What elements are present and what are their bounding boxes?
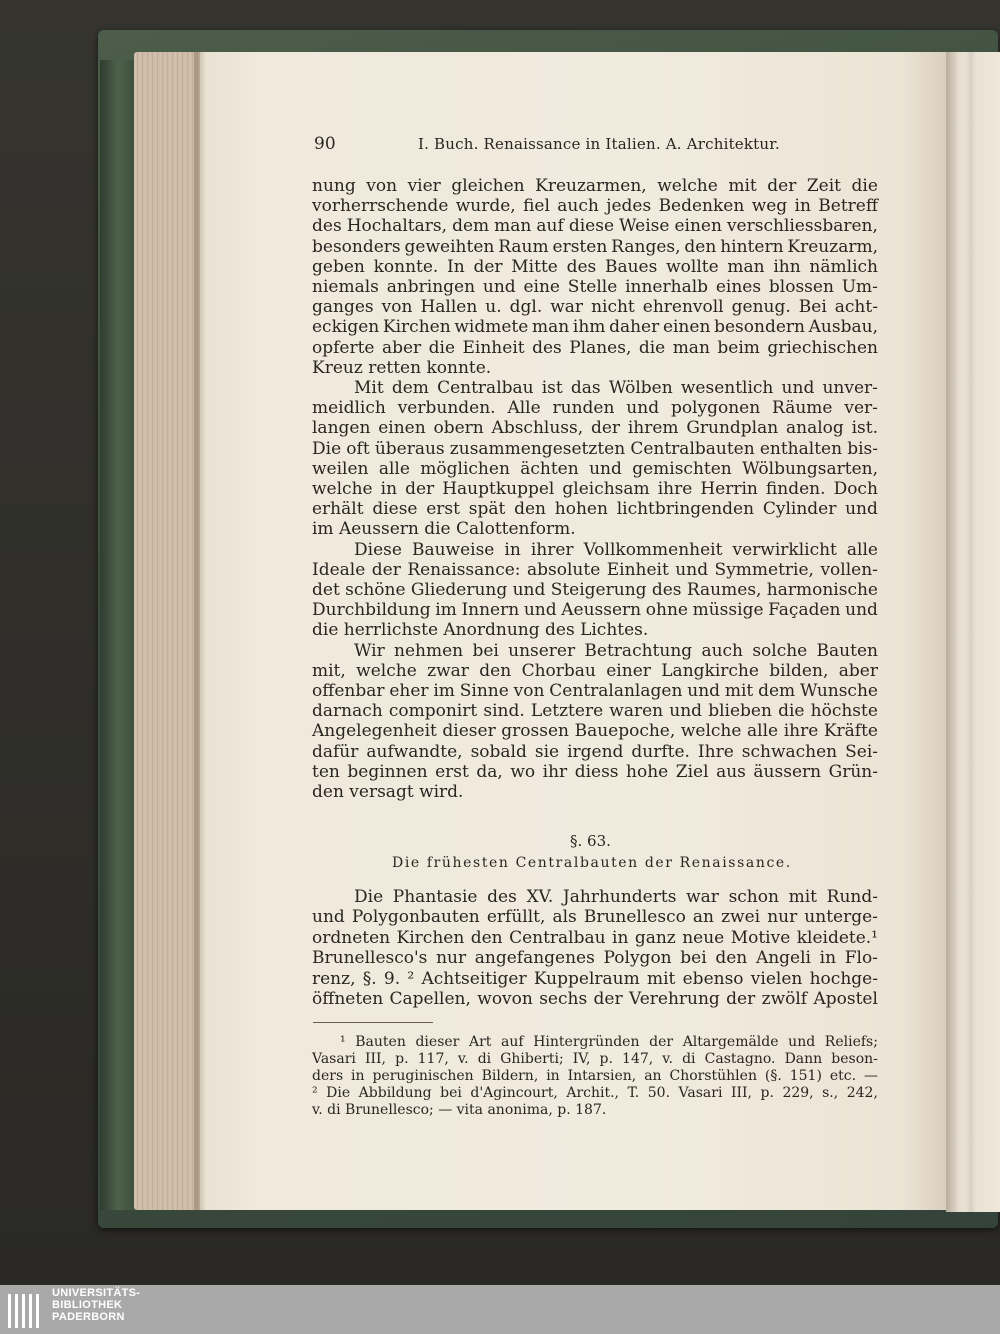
body-line: Mit dem Centralbau ist das Wölben wesentlich und unver- — [354, 378, 878, 398]
page-gutter-shadow — [194, 52, 206, 1210]
body-line: des Hochaltars, dem man auf diese Weise einen verschliessbaren, — [312, 216, 878, 237]
section-title: Die frühesten Centralbauten der Renaissance. — [392, 855, 792, 871]
body-line: Die oft überaus zusammengesetzten Centralbauten enthalten bis- — [312, 438, 878, 459]
footnote-line: ² Die Abbildung bei d'Agincourt, Archit., T. 50. Vasari III, p. 229, s., 242, — [312, 1085, 878, 1101]
library-logo-icon — [6, 1290, 46, 1330]
body-line: opferte aber die Einheit des Planes, die man beim griechischen — [312, 337, 878, 358]
running-header — [314, 134, 880, 154]
body-line: dafür aufwandte, sobald sie irgend durfte. Ihre schwachen Sei- — [312, 741, 878, 762]
body-line: ganges von Hallen u. dgl. war nicht ehrenvoll genug. Bei acht- — [312, 297, 878, 318]
next-page-gutter — [966, 52, 976, 1212]
page-number: 90 — [314, 134, 336, 154]
body-line: geben konnte. In der Mitte des Baues wollte man ihn nämlich — [312, 256, 878, 277]
footnote-line: ¹ Bauten dieser Art auf Hintergründen der Altargemälde und Reliefs; — [340, 1034, 878, 1050]
logo-line-2: BIBLIOTHEK — [52, 1299, 123, 1311]
section-line: öffneten Capellen, wovon sechs der Verehrung der zwölf Apostel — [312, 989, 878, 1009]
footnote-line: Vasari III, p. 117, v. di Ghiberti; IV, p. 147, v. di Castagno. Dann beson- — [312, 1051, 878, 1067]
section-line: und Polygonbauten erfüllt, als Brunellesco an zwei nur unterge- — [312, 907, 878, 928]
footnote-line: v. di Brunellesco; — vita anonima, p. 187. — [312, 1102, 607, 1118]
body-line: Ideale der Renaissance: absolute Einheit und Symmetrie, vollen- — [312, 559, 878, 580]
body-line: nung von vier gleichen Kreuzarmen, welche mit der Zeit die — [312, 176, 878, 196]
running-title: I. Buch. Renaissance in Italien. A. Architektur. — [418, 135, 780, 153]
body-line: Durchbildung im Innern und Aeussern ohne müssige Façaden und — [312, 600, 878, 621]
body-line: welche in der Hauptkuppel gleichsam ihre Herrin finden. Doch — [312, 479, 878, 499]
body-line: Angelegenheit dieser grossen Bauepoche, welche alle ihre Kräfte — [312, 721, 878, 742]
body-line: besonders geweihten Raum ersten Ranges, den hintern Kreuzarm, — [312, 236, 878, 257]
footnote-line: ders in peruginischen Bildern, in Intarsien, an Chorstühlen (§. 151) etc. — — [312, 1068, 878, 1084]
section-line: Brunellesco's nur angefangenes Polygon bei den Angeli in Flo- — [312, 948, 878, 969]
logo-line-3: PADERBORN — [52, 1311, 125, 1323]
body-line: vorherrschende wurde, fiel auch jedes Bedenken weg in Betreff — [312, 196, 878, 217]
body-line: weilen alle möglichen ächten und gemischten Wölbungsarten, — [312, 458, 878, 479]
body-line: offenbar eher im Sinne von Centralanlagen und mit dem Wunsche — [312, 681, 878, 701]
library-logo-text — [52, 1287, 140, 1323]
body-line: im Aeussern die Calottenform. — [312, 519, 576, 540]
section-number: §. 63. — [570, 832, 611, 850]
body-line: Diese Bauweise in ihrer Vollkommenheit verwirklicht alle — [354, 539, 878, 560]
body-line: erhält diese erst spät den hohen lichtbringenden Cylinder und — [312, 499, 878, 520]
body-line: niemals anbringen und eine Stelle innerhalb eines blossen Um- — [312, 277, 878, 297]
body-line: det schöne Gliederung und Steigerung des Raumes, harmonische — [312, 580, 878, 600]
footnote-rule — [313, 1022, 433, 1023]
library-footer-bar — [0, 1285, 1000, 1334]
section-line: renz, §. 9. ² Achtseitiger Kuppelraum mit ebenso vielen hochge- — [312, 968, 878, 989]
logo-line-1: UNIVERSITÄTS- — [52, 1287, 141, 1299]
body-line: meidlich verbunden. Alle runden und polygonen Räume ver- — [312, 398, 878, 419]
body-line: darnach componirt sind. Letztere waren und blieben die höchste — [312, 701, 878, 722]
body-line: langen einen obern Abschluss, der ihrem Grundplan analog ist. — [312, 418, 878, 439]
section-line: ordneten Kirchen den Centralbau in ganz neue Motive kleidete.¹ — [312, 927, 878, 948]
body-line: Wir nehmen bei unserer Betrachtung auch solche Bauten — [354, 640, 878, 661]
body-line: den versagt wird. — [312, 782, 464, 802]
body-line: mit, welche zwar den Chorbau einer Langkirche bilden, aber — [312, 660, 878, 681]
body-line: ten beginnen erst da, wo ihr diess hohe Ziel aus äussern Grün- — [312, 761, 878, 782]
section-line: Die Phantasie des XV. Jahrhunderts war schon mit Rund- — [354, 887, 878, 907]
body-line: eckigen Kirchen widmete man ihm daher einen besondern Ausbau, — [312, 317, 878, 338]
body-line: Kreuz retten konnte. — [312, 357, 492, 378]
body-line: die herrlichste Anordnung des Lichtes. — [312, 620, 649, 641]
